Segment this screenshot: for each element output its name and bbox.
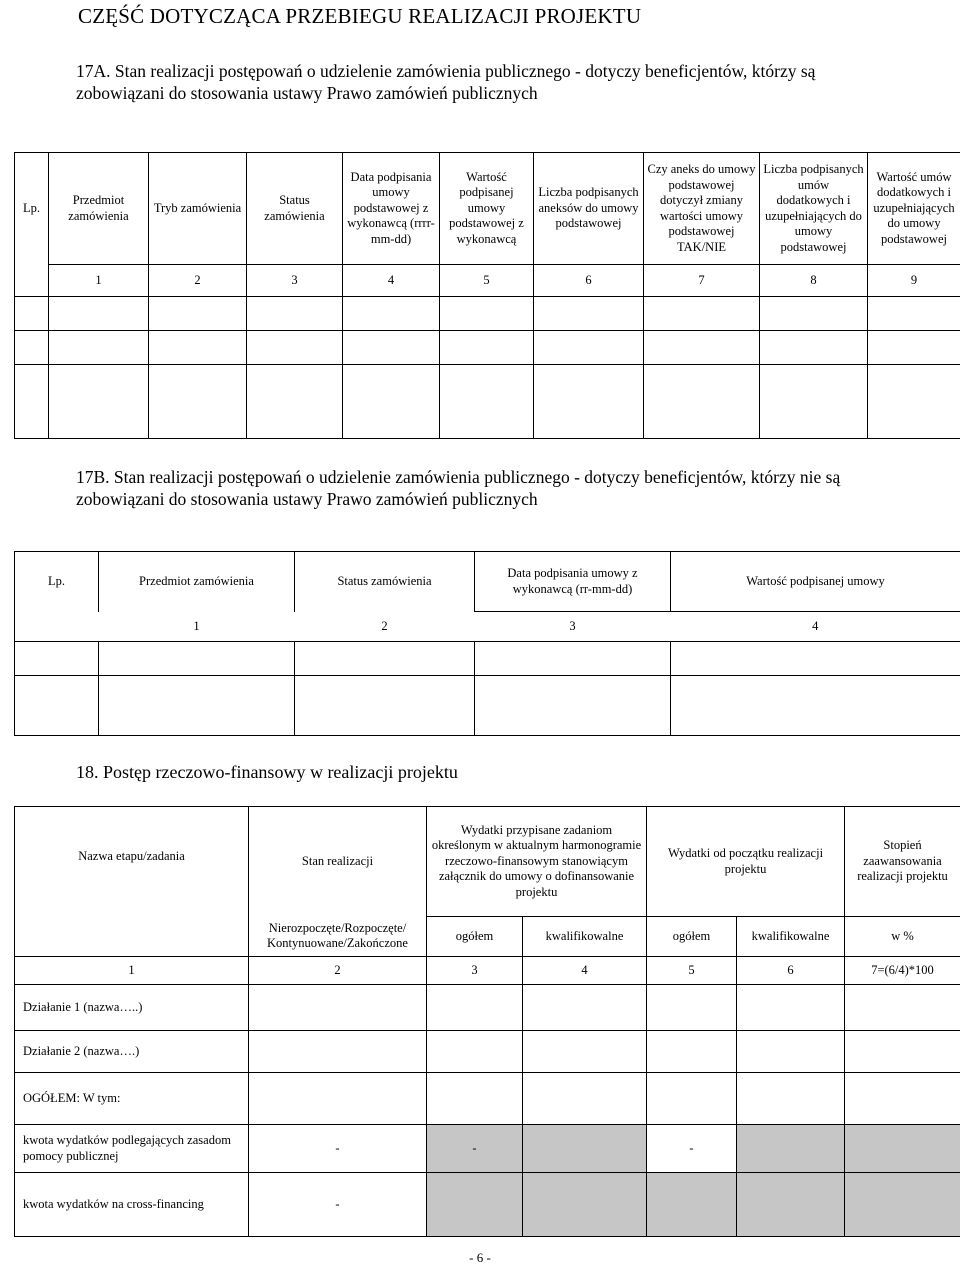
col-header-status: Status zamówienia <box>247 153 343 265</box>
table-row <box>15 676 960 736</box>
col-header-liczba-aneksow: Liczba podpisanych aneksów do umowy podstawowej <box>534 153 644 265</box>
col-header-wartosc-umow: Wartość umów dodatkowych i uzupełniających do umowy podstawowej <box>868 153 960 265</box>
section-17a-title: 17A. Stan realizacji postępowań o udzielenie zamówienia publicznego - dotyczy beneficjentów, którzy są zobowiązani do stosowania ustawy Prawo zamówień publicznych <box>76 61 816 103</box>
number-cell: 2 <box>149 265 247 297</box>
number-cell: 7 <box>644 265 760 297</box>
col-header-przedmiot: Przedmiot zamówienia <box>49 153 149 265</box>
col-header-stopien: Stopień zaawansowania realizacji projektu <box>845 807 960 917</box>
table-18 <box>14 806 960 1237</box>
col-header-wydatki-harmonogram: Wydatki przypisane zadaniom określonym w aktualnym harmonogramie rzeczowo-finansowym stanowiącym załącznik do umowy o dofinansowanie projektu <box>427 807 647 917</box>
sub-header-kwalifikowalne: kwalifikowalne <box>737 917 845 957</box>
gray-cell <box>845 1173 960 1237</box>
col-header-status: Status zamówienia <box>295 552 475 612</box>
number-cell: 4 <box>523 957 647 985</box>
table-row <box>15 985 960 1031</box>
number-cell: 6 <box>737 957 845 985</box>
gray-cell <box>523 1125 647 1173</box>
table-row <box>15 642 960 676</box>
gray-cell <box>737 1173 845 1237</box>
col-header-wartosc: Wartość podpisanej umowy <box>671 552 960 612</box>
number-cell <box>15 265 49 297</box>
number-cell: 3 <box>247 265 343 297</box>
table-row <box>15 1173 960 1237</box>
page-number: - 6 - <box>469 1250 491 1265</box>
col-header-lp: Lp. <box>15 153 49 265</box>
sub-header-ogolem: ogółem <box>427 917 523 957</box>
number-cell: 6 <box>534 265 644 297</box>
stan-options: Nierozpoczęte/Rozpoczęte/ Kontynuowane/Zakończone <box>249 917 427 957</box>
number-cell: 1 <box>15 957 249 985</box>
gray-cell <box>523 1173 647 1237</box>
col-header-wydatki-od-poczatku: Wydatki od początku realizacji projektu <box>647 807 845 917</box>
gray-cell <box>647 1173 737 1237</box>
number-cell: 2 <box>249 957 427 985</box>
gray-cell <box>845 1125 960 1173</box>
table-17a <box>14 152 960 439</box>
table-row <box>15 1125 960 1173</box>
row-label: Działanie 2 (nazwa….) <box>15 1031 249 1073</box>
number-cell: 7=(6/4)*100 <box>845 957 960 985</box>
number-cell: 1 <box>99 612 295 642</box>
row-label: kwota wydatków na cross-financing <box>15 1173 249 1237</box>
row-label: OGÓŁEM: W tym: <box>15 1073 249 1125</box>
number-cell: 5 <box>647 957 737 985</box>
table-row <box>15 331 960 365</box>
row-label: Działanie 1 (nazwa…..) <box>15 985 249 1031</box>
number-cell: 2 <box>295 612 475 642</box>
table-17b <box>14 551 960 736</box>
dash-cell: - <box>249 1173 427 1237</box>
number-cell <box>15 612 99 642</box>
table-row <box>15 365 960 439</box>
number-cell: 4 <box>671 612 960 642</box>
number-cell: 3 <box>475 612 671 642</box>
dash-cell: - <box>427 1125 523 1173</box>
number-cell: 4 <box>343 265 440 297</box>
number-cell: 5 <box>440 265 534 297</box>
section-17b-title: 17B. Stan realizacji postępowań o udzielenie zamówienia publicznego - dotyczy beneficjentów, którzy nie są zobowiązani do stosowania ustawy Prawo zamówień publicznych <box>76 467 841 509</box>
col-header-data: Data podpisania umowy z wykonawcą (rr-mm-dd) <box>475 552 671 612</box>
table-row <box>15 297 960 331</box>
number-cell: 3 <box>427 957 523 985</box>
col-header-czy-aneks: Czy aneks do umowy podstawowej dotyczył zmiany wartości umowy podstawowej TAK/NIE <box>644 153 760 265</box>
sub-header-procent: w % <box>845 917 960 957</box>
table-row <box>15 1031 960 1073</box>
number-cell: 1 <box>49 265 149 297</box>
page-title: CZĘŚĆ DOTYCZĄCA PRZEBIEGU REALIZACJI PROJEKTU <box>78 4 642 28</box>
section-18-title: 18. Postęp rzeczowo-finansowy w realizacji projektu <box>76 762 458 782</box>
dash-cell: - <box>249 1125 427 1173</box>
number-cell: 9 <box>868 265 960 297</box>
sub-header-kwalifikowalne: kwalifikowalne <box>523 917 647 957</box>
gray-cell <box>737 1125 845 1173</box>
gray-cell <box>427 1173 523 1237</box>
col-header-lp: Lp. <box>15 552 99 612</box>
dash-cell: - <box>647 1125 737 1173</box>
row-label: kwota wydatków podlegających zasadom pomocy publicznej <box>15 1125 249 1173</box>
col-header-wartosc: Wartość podpisanej umowy podstawowej z wykonawcą <box>440 153 534 265</box>
col-header-liczba-umow: Liczba podpisanych umów dodatkowych i uzupełniających do umowy podstawowej <box>760 153 868 265</box>
col-header-tryb: Tryb zamówienia <box>149 153 247 265</box>
col-header-data: Data podpisania umowy podstawowej z wykonawcą (rrrr-mm-dd) <box>343 153 440 265</box>
table-row <box>15 1073 960 1125</box>
sub-header-ogolem: ogółem <box>647 917 737 957</box>
empty-cell <box>15 917 249 957</box>
number-cell: 8 <box>760 265 868 297</box>
col-header-przedmiot: Przedmiot zamówienia <box>99 552 295 612</box>
col-header-stan: Stan realizacji <box>249 807 427 917</box>
col-header-etap: Nazwa etapu/zadania <box>15 807 249 917</box>
